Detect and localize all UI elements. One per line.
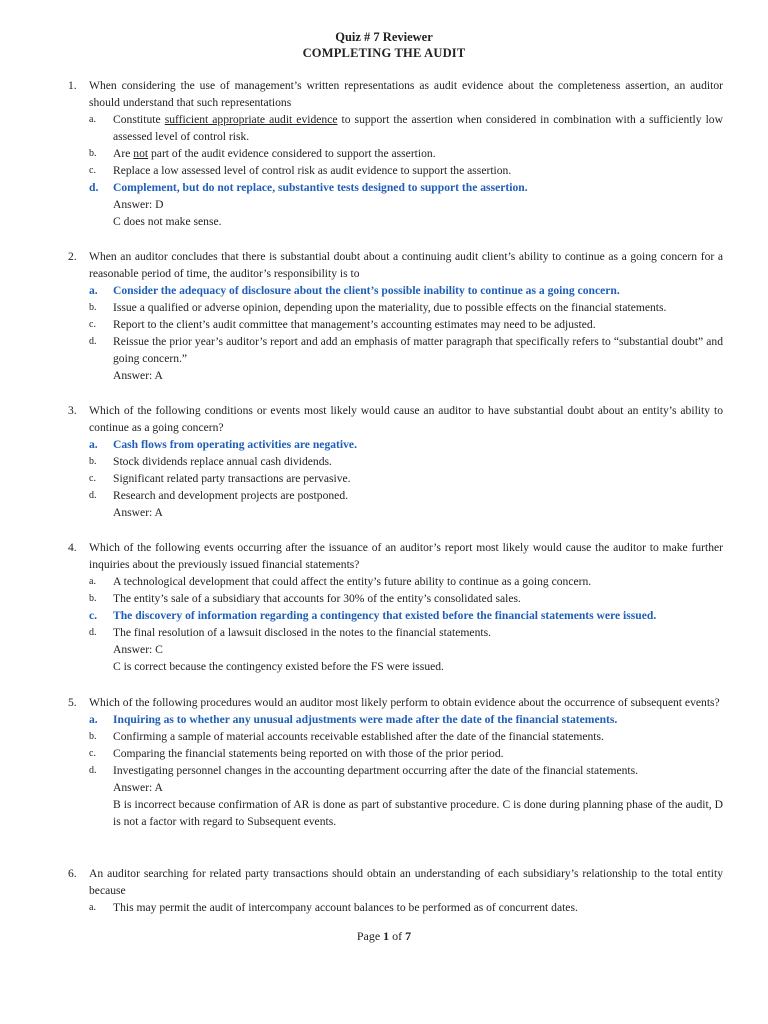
option-text: Replace a low assessed level of control risk as audit evidence to support the assertion. xyxy=(113,164,512,177)
option-d xyxy=(89,762,723,779)
option-text: The final resolution of a lawsuit disclosed in the notes to the financial statements. xyxy=(113,626,491,639)
question-text: When considering the use of management’s written representations as audit evidence about the completeness assertion, an auditor should understand that such representations xyxy=(89,79,723,109)
option-letter: c. xyxy=(89,609,98,622)
option-text: Cash flows from operating activities are negative. xyxy=(113,438,357,451)
option-text: Reissue the prior year’s auditor’s report and add an emphasis of matter paragraph that specifically refers to “substantial doubt” and going concern.” xyxy=(113,335,723,365)
option-letter: c. xyxy=(89,748,96,759)
page-number-footer: Page 1 of 7 xyxy=(356,929,412,943)
option-c xyxy=(89,470,723,487)
option-letter: b. xyxy=(89,731,97,742)
option-letter: d. xyxy=(89,336,97,347)
document-title: Quiz # 7 Reviewer xyxy=(335,30,433,44)
option-text: Confirming a sample of material accounts receivable established after the date of the financial statements. xyxy=(113,730,604,743)
option-letter: b. xyxy=(89,593,97,604)
option-letter: b. xyxy=(89,302,97,313)
answer: Answer: A xyxy=(113,506,163,519)
option-text: The entity’s sale of a subsidiary that accounts for 30% of the entity’s consolidated sales. xyxy=(113,592,521,605)
option-c xyxy=(89,745,723,762)
option-a xyxy=(89,899,723,916)
option-text: Investigating personnel changes in the accounting department occurring after the date of the financial statements. xyxy=(113,764,639,777)
answer: Answer: A xyxy=(113,781,163,794)
answer: Answer: C xyxy=(113,643,163,656)
option-text: A technological development that could affect the entity’s future ability to continue as a going concern. xyxy=(113,575,592,588)
option-letter: b. xyxy=(89,456,97,467)
option-letter: a. xyxy=(89,902,96,913)
question-number: 5. xyxy=(68,696,77,709)
option-b xyxy=(89,145,723,162)
option-a xyxy=(89,111,723,145)
document-subtitle: COMPLETING THE AUDIT xyxy=(302,46,466,60)
explanation: C is correct because the contingency existed before the FS were issued. xyxy=(113,660,444,673)
option-letter: d. xyxy=(89,765,97,776)
question-4 xyxy=(68,539,723,675)
option-b xyxy=(89,453,723,470)
option-a xyxy=(89,573,723,590)
question-number: 2. xyxy=(68,250,77,263)
option-text: Report to the client’s audit committee that management’s accounting estimates may need to be adjusted. xyxy=(113,318,596,331)
question-1 xyxy=(68,77,723,230)
option-letter: d. xyxy=(89,181,99,194)
option-a-correct xyxy=(89,436,723,453)
option-letter: a. xyxy=(89,284,98,297)
question-3 xyxy=(68,402,723,521)
option-text: Significant related party transactions are pervasive. xyxy=(113,472,351,485)
option-b xyxy=(89,590,723,607)
option-a-correct xyxy=(89,282,723,299)
option-text: Comparing the financial statements being reported on with those of the prior period. xyxy=(113,747,504,760)
option-text: Stock dividends replace annual cash dividends. xyxy=(113,455,332,468)
option-d xyxy=(89,333,723,367)
question-5 xyxy=(68,694,723,830)
option-text: The discovery of information regarding a contingency that existed before the financial statements were issued. xyxy=(113,609,657,622)
option-text: Constitute sufficient appropriate audit evidence to support the assertion when considered in combination with a sufficiently low assessed level of control risk. xyxy=(113,113,723,143)
option-c-correct xyxy=(89,607,723,624)
option-text: Inquiring as to whether any unusual adjustments were made after the date of the financial statements. xyxy=(113,713,618,726)
total-pages: 7 xyxy=(405,929,412,943)
option-letter: c. xyxy=(89,473,96,484)
answer: Answer: D xyxy=(113,198,164,211)
option-b xyxy=(89,728,723,745)
question-text: Which of the following procedures would an auditor most likely perform to obtain evidence about the occurrence of subsequent events? xyxy=(89,696,720,709)
option-b xyxy=(89,299,723,316)
question-number: 6. xyxy=(68,867,77,880)
option-letter: d. xyxy=(89,627,97,638)
question-2 xyxy=(68,248,723,384)
explanation: C does not make sense. xyxy=(113,215,222,228)
option-d-correct xyxy=(89,179,723,196)
option-letter: a. xyxy=(89,114,96,125)
option-letter: a. xyxy=(89,713,98,726)
option-d xyxy=(89,487,723,504)
option-letter: a. xyxy=(89,438,98,451)
option-text: Complement, but do not replace, substantive tests designed to support the assertion. xyxy=(113,181,528,194)
underlined-text: sufficient appropriate audit evidence xyxy=(164,113,338,126)
underlined-text: not xyxy=(133,147,149,160)
question-6 xyxy=(68,865,723,916)
option-c xyxy=(89,162,723,179)
question-text: Which of the following events occurring after the issuance of an auditor’s report most likely would cause the auditor to make further inquiries about the previously issued financial statements? xyxy=(89,541,723,571)
option-letter: b. xyxy=(89,148,97,159)
option-a-correct xyxy=(89,711,723,728)
question-number: 4. xyxy=(68,541,77,554)
explanation: B is incorrect because confirmation of AR is done as part of substantive procedure. C is done during planning phase of the audit, D is not a factor with regard to Subsequent events. xyxy=(113,798,723,828)
question-text: An auditor searching for related party transactions should obtain an understanding of each subsidiary’s relationship to the total entity because xyxy=(89,867,723,897)
option-letter: d. xyxy=(89,490,97,501)
question-number: 1. xyxy=(68,79,77,92)
question-number: 3. xyxy=(68,404,77,417)
question-text: When an auditor concludes that there is substantial doubt about a continuing audit client’s ability to continue as a going concern for a reasonable period of time, the auditor’s responsibility is to xyxy=(89,250,723,280)
current-page: 1 xyxy=(383,929,390,943)
option-letter: a. xyxy=(89,576,96,587)
option-text: Research and development projects are postponed. xyxy=(113,489,349,502)
option-text: Are not part of the audit evidence considered to support the assertion. xyxy=(113,147,436,160)
option-text: Issue a qualified or adverse opinion, depending upon the materiality, due to possible effects on the financial statements. xyxy=(113,301,667,314)
option-c xyxy=(89,316,723,333)
option-d xyxy=(89,624,723,641)
option-text: Consider the adequacy of disclosure about the client’s possible inability to continue as a going concern. xyxy=(113,284,620,297)
option-letter: c. xyxy=(89,165,96,176)
option-text: This may permit the audit of intercompany account balances to be performed as of concurrent dates. xyxy=(113,901,578,914)
question-text: Which of the following conditions or events most likely would cause an auditor to have substantial doubt about an entity’s ability to continue as a going concern? xyxy=(89,404,723,434)
answer: Answer: A xyxy=(113,369,163,382)
option-letter: c. xyxy=(89,319,96,330)
